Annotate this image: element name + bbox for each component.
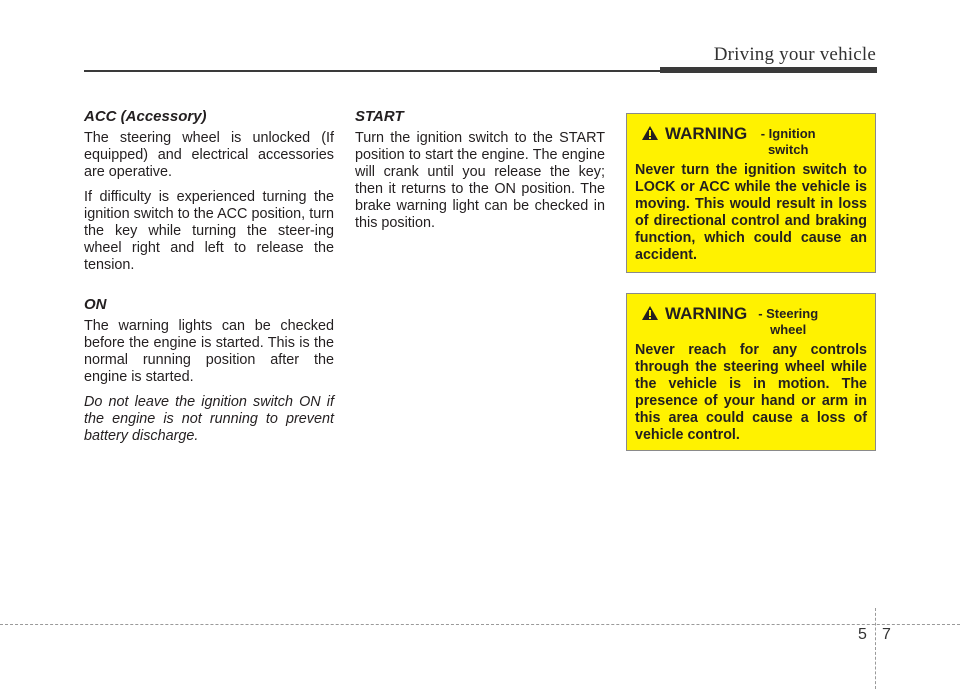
page-header-title: Driving your vehicle bbox=[713, 44, 876, 65]
warning-box-ignition-switch bbox=[626, 113, 876, 273]
warning-subtitle: - Ignition switch bbox=[760, 126, 816, 157]
on-paragraph: The warning lights can be checked before the engine is started. This is the normal running position after the engine is started. bbox=[84, 318, 334, 385]
left-column bbox=[84, 108, 334, 453]
chapter-number: 5 bbox=[858, 626, 867, 643]
warning-triangle-icon bbox=[641, 125, 659, 141]
page-number: 7 bbox=[882, 626, 891, 643]
warning-label: WARNING bbox=[665, 304, 748, 323]
warning-subtitle: - Steering wheel bbox=[758, 306, 819, 337]
on-note: Do not leave the ignition switch ON if the engine is not running to prevent battery discharge. bbox=[84, 394, 334, 444]
warning-box-steering-wheel bbox=[626, 293, 876, 451]
header-rule bbox=[84, 70, 660, 72]
warning-body: Never turn the ignition switch to LOCK or ACC while the vehicle is moving. This would result in loss of directional control and braking function, which could cause an accident. bbox=[635, 162, 867, 263]
start-paragraph: Turn the ignition switch to the START position to start the engine. The engine will crank until you release the key; then it returns to the ON position. The brake warning light can be checked in this position. bbox=[355, 130, 605, 231]
on-heading: ON bbox=[84, 296, 107, 313]
acc-paragraph-2: If difficulty is experienced turning the ignition switch to the ACC position, turn the key while turning the steer-ing wheel right and left to release the tension. bbox=[84, 189, 334, 273]
warning-body: Never reach for any controls through the steering wheel while the vehicle is in motion. The presence of your hand or arm in this area could cause a loss of vehicle control. bbox=[635, 342, 867, 443]
acc-paragraph-1: The steering wheel is unlocked (If equipped) and electrical accessories are operative. bbox=[84, 130, 334, 180]
page-number-separator bbox=[875, 608, 876, 689]
warning-label: WARNING bbox=[665, 124, 748, 143]
warning-header bbox=[641, 304, 867, 338]
footer-rule bbox=[0, 624, 960, 625]
warning-header bbox=[641, 124, 867, 158]
acc-heading: ACC (Accessory) bbox=[84, 108, 207, 125]
header-rule-accent bbox=[660, 67, 877, 73]
start-heading: START bbox=[355, 108, 404, 125]
warning-triangle-icon bbox=[641, 305, 659, 321]
middle-column bbox=[355, 108, 605, 240]
